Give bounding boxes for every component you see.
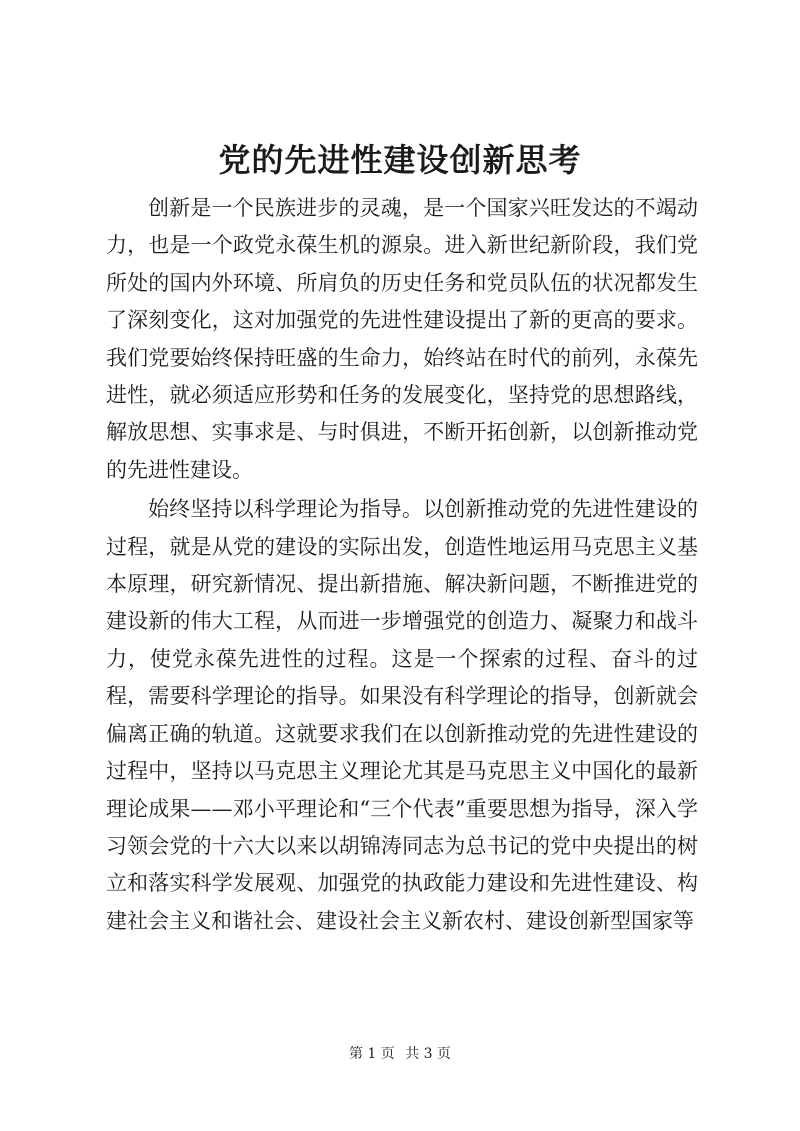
page-number: 第 1 页	[348, 1046, 395, 1062]
paragraph-1: 创新是一个民族进步的灵魂，是一个国家兴旺发达的不竭动力，也是一个政党永葆生机的源泉。进入新世纪新阶段，我们党所处的国内外环境、所肩负的历史任务和党员队伍的状况都发生了深刻变化，这对加强党的先进性建设提出了新的更高的要求。我们党要始终保持旺盛的生命力，始终站在时代的前列，永葆先进性，就必须适应形势和任务的发展变化，坚持党的思想路线，解放思想、实事求是、与时俱进，不断开拓创新，以创新推动党的先进性建设。	[106, 196, 698, 482]
total-pages: 共 3 页	[405, 1046, 452, 1062]
document-title: 党的先进性建设创新思考	[218, 141, 582, 179]
paragraph-2: 始终坚持以科学理论为指导。以创新推动党的先进性建设的过程，就是从党的建设的实际出发，创造性地运用马克思主义基本原理，研究新情况、提出新措施、解决新问题，不断推进党的建设新的伟大工程，从而进一步增强党的创造力、凝聚力和战斗力，使党永葆先进性的过程。这是一个探索的过程、奋斗的过程，需要科学理论的指导。如果没有科学理论的指导，创新就会偏离正确的轨道。这就要求我们在以创新推动党的先进性建设的过程中，坚持以马克思主义理论尤其是马克思主义中国化的最新理论成果——邓小平理论和“三个代表”重要思想为指导，深入学习领会党的十六大以来以胡锦涛同志为总书记的党中央提出的树立和落实科学发展观、加强党的执政能力建设和先进性建设、构建社会主义和谐社会、建设社会主义新农村、建设创新型国家等	[106, 497, 698, 933]
page-footer	[0, 1044, 800, 1064]
document-body	[106, 190, 698, 940]
